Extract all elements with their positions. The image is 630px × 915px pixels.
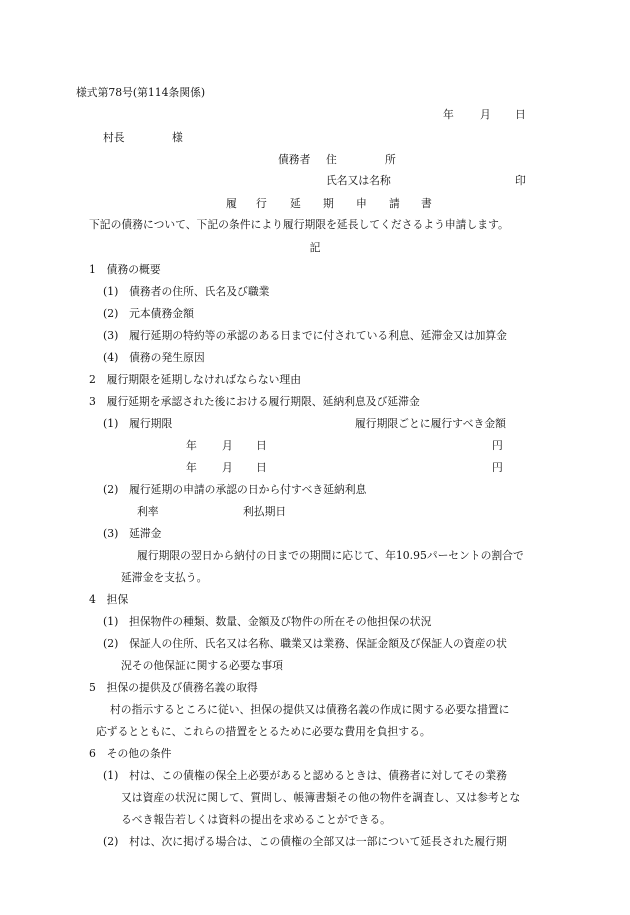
row-2-day: 日 xyxy=(256,461,267,474)
section-3-item-3-text: 履行期限の翌日から納付の日までの期間に応じて、年10.95パーセントの割合で xyxy=(137,549,524,562)
section-1-heading: 1 債務の概要 xyxy=(89,263,161,276)
title-char: 申 xyxy=(356,197,367,210)
section-4-item-2-cont: 況その他保証に関する必要な事項 xyxy=(121,659,283,672)
applicant-role: 債務者 xyxy=(278,153,311,166)
section-1-item: (2) 元本債務金額 xyxy=(103,307,194,320)
date-year: 年 xyxy=(443,108,454,121)
section-2-heading: 2 履行期限を延期しなければならない理由 xyxy=(89,373,302,386)
addressee-honorific: 様 xyxy=(172,131,183,144)
section-5-text: 応ずるとともに、これらの措置をとるために必要な費用を負担する。 xyxy=(96,725,431,738)
section-3-item-3-text: 延滞金を支払う。 xyxy=(121,571,208,584)
payday-label: 利払期日 xyxy=(243,505,287,518)
title-char: 請 xyxy=(389,197,400,210)
intro-text: 下記の債務について、下記の条件により履行期限を延長してくださるよう申請します。 xyxy=(89,218,509,231)
section-1-item: (3) 履行延期の特約等の承認のある日までに付されている利息、延滞金又は加算金 xyxy=(103,329,507,342)
row-2-month: 月 xyxy=(222,461,233,474)
address-label-1: 住 xyxy=(326,153,337,166)
ki-heading: 記 xyxy=(309,241,321,254)
section-1-item: (1) 債務者の住所、氏名及び職業 xyxy=(103,285,270,298)
rate-label: 利率 xyxy=(137,505,159,518)
title-char: 履 xyxy=(226,197,237,210)
section-6-item-1: (1) 村は、この債権の保全上必要があると認めるときは、債務者に対してその業務 xyxy=(103,769,507,782)
title-char: 期 xyxy=(323,197,334,210)
row-1-year: 年 xyxy=(186,439,197,452)
section-6-item-1-cont: るべき報告若しくは資料の提出を求めることができる。 xyxy=(121,813,391,826)
addressee-name: 村長 xyxy=(103,131,125,144)
section-3-heading: 3 履行延期を承認された後における履行期限、延納利息及び延滞金 xyxy=(89,395,420,408)
address-label-2: 所 xyxy=(385,153,396,166)
section-3-item-2: (2) 履行延期の申請の承認の日から付すべき延納利息 xyxy=(103,483,367,496)
title-char: 延 xyxy=(290,197,301,210)
row-2-year: 年 xyxy=(186,461,197,474)
section-4-heading: 4 担保 xyxy=(89,593,129,606)
row-1-month: 月 xyxy=(222,439,233,452)
title-char: 行 xyxy=(256,197,267,210)
section-3-item-1-right: 履行期限ごとに履行すべき金額 xyxy=(355,417,506,430)
section-6-heading: 6 その他の条件 xyxy=(89,747,172,760)
section-6-item-2: (2) 村は、次に掲げる場合は、この債権の全部又は一部について延長された履行期 xyxy=(103,835,507,848)
seal-mark: 印 xyxy=(515,174,526,187)
name-label: 氏名又は名称 xyxy=(326,174,391,187)
date-month: 月 xyxy=(480,108,491,121)
section-4-item-2: (2) 保証人の住所、氏名又は名称、職業又は業務、保証金額及び保証人の資産の状 xyxy=(103,637,507,650)
row-1-day: 日 xyxy=(256,439,267,452)
row-1-yen: 円 xyxy=(492,439,503,452)
section-5-heading: 5 担保の提供及び債務名義の取得 xyxy=(89,681,258,694)
section-3-item-3: (3) 延滞金 xyxy=(103,527,162,540)
row-2-yen: 円 xyxy=(492,461,503,474)
title-char: 書 xyxy=(421,197,432,210)
date-day: 日 xyxy=(515,108,526,121)
section-5-text: 村の指示するところに従い、担保の提供又は債務名義の作成に関する必要な措置に xyxy=(110,703,510,716)
section-6-item-1-cont: 又は資産の状況に関して、質問し、帳簿書類その他の物件を調査し、又は参考とな xyxy=(121,791,521,804)
form-number: 様式第78号(第114条関係) xyxy=(76,86,206,99)
section-4-item-1: (1) 担保物件の種類、数量、金額及び物件の所在その他担保の状況 xyxy=(103,615,432,628)
section-1-item: (4) 債務の発生原因 xyxy=(103,351,205,364)
section-3-item-1: (1) 履行期限 xyxy=(103,417,173,430)
